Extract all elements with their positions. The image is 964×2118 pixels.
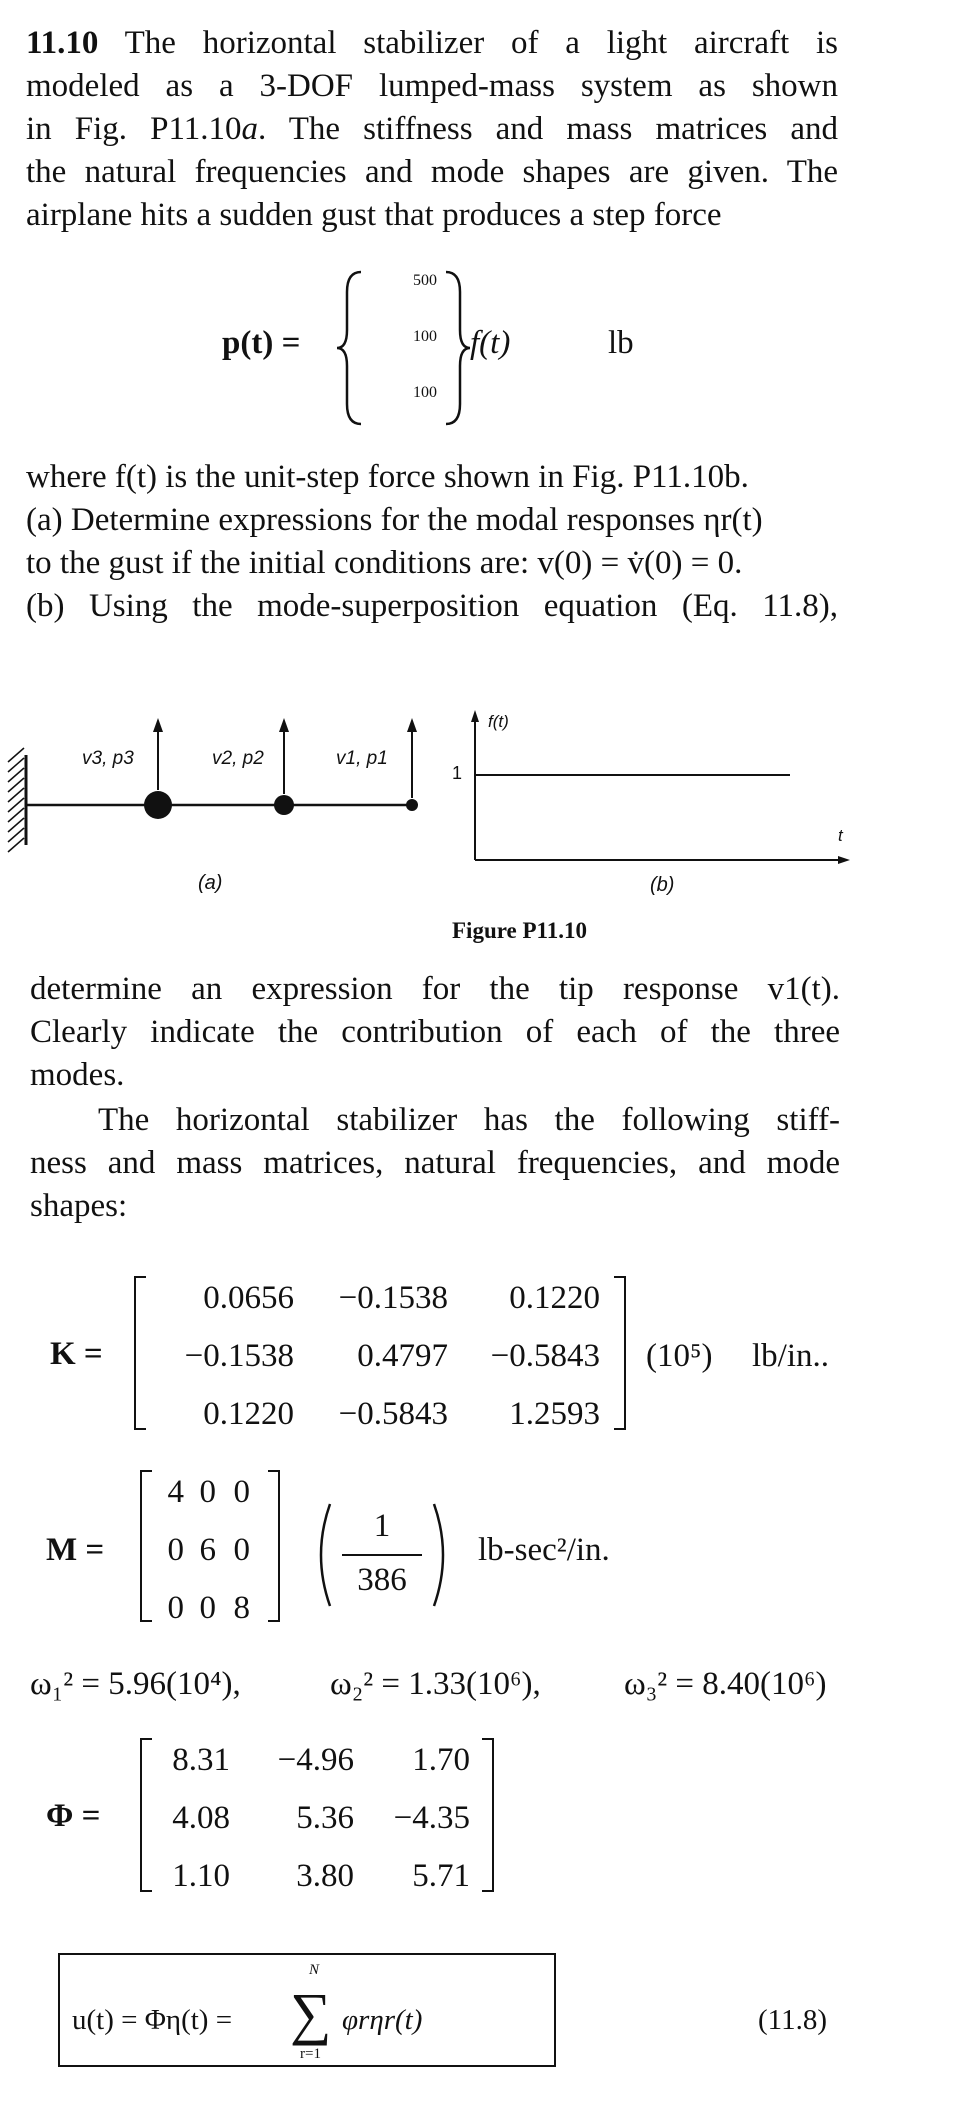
figure-caption: Figure P11.10 — [452, 918, 588, 943]
problem-line-1: 11.10 The horizontal stabilizer of a light aircraft is — [26, 25, 839, 61]
para3-line-2: Clearly indicate the contribution of each of the three — [30, 1014, 840, 1050]
phi-cell: 1.10 — [172, 1858, 230, 1894]
problem-statement — [26, 22, 838, 237]
sum-upper-limit: N — [309, 1962, 320, 1978]
force-value-1: 500 — [413, 272, 437, 289]
plot-y-tick: 1 — [452, 763, 463, 783]
para2-line-1: where f(t) is the unit-step force shown in Fig. P11.10b. — [26, 459, 749, 495]
problem-number: 11.10 — [26, 25, 99, 61]
k-cell: 0.4797 — [357, 1338, 448, 1374]
m-cell: 0 — [167, 1590, 184, 1626]
k-cell: −0.1538 — [338, 1280, 448, 1316]
phi-cell: 5.36 — [296, 1800, 354, 1836]
m-cell: 0 — [199, 1474, 216, 1510]
m-right-bracket — [268, 1470, 280, 1622]
para3-line-3: modes. — [30, 1057, 125, 1093]
wall-icon — [8, 748, 26, 852]
para2-line-4: (b) Using the mode-superposition equation (Eq. 11.8), — [26, 588, 838, 624]
m-unit: lb-sec²/in. — [478, 1532, 610, 1568]
x-axis-arrow-icon — [838, 856, 850, 864]
subfig-b-label: (b) — [650, 874, 675, 896]
paragraph-matrices-intro — [30, 1099, 840, 1228]
omega-3: ω₃² = 8.40(10⁶) — [624, 1666, 827, 1702]
k-factor: (10⁵) — [646, 1338, 713, 1374]
plot-x-label: t — [838, 826, 843, 845]
mass-2 — [274, 795, 294, 815]
k-cell: 1.2593 — [509, 1396, 600, 1432]
force-unit: lb — [608, 325, 634, 361]
para2-line-3: to the gust if the initial conditions are: v(0) = v̇(0) = 0. — [26, 545, 743, 581]
arrow-up-icon — [407, 718, 417, 798]
para3-line-1: determine an expression for the tip response v1(t). — [30, 971, 840, 1007]
m-cell: 0 — [199, 1590, 216, 1626]
para2-line-2: (a) Determine expressions for the modal responses ηr(t) — [26, 502, 763, 538]
m-cell: 8 — [233, 1590, 250, 1626]
phi-cell: −4.35 — [393, 1800, 470, 1836]
omega-2: ω₂² = 1.33(10⁶), — [330, 1666, 541, 1702]
problem-line-4: the natural frequencies and mode shapes are given. The — [26, 154, 838, 190]
mass-3 — [144, 791, 172, 819]
para4-line-1: The horizontal stabilizer has the following stiff- — [98, 1102, 840, 1138]
mass-1 — [406, 799, 418, 811]
force-value-2: 100 — [413, 328, 437, 345]
force-value-3: 100 — [413, 384, 437, 401]
phi-cell: 1.70 — [412, 1742, 470, 1778]
y-axis-arrow-icon — [471, 710, 479, 722]
m-left-bracket — [140, 1470, 152, 1622]
para4-line-3: shapes: — [30, 1188, 128, 1224]
k-cell: −0.1538 — [184, 1338, 294, 1374]
m-label: M = — [46, 1532, 105, 1568]
m-cell: 0 — [233, 1474, 250, 1510]
phi-cell: −4.96 — [277, 1742, 354, 1778]
sigma-icon: ∑ — [290, 1981, 332, 2046]
k-cell: 0.0656 — [203, 1280, 294, 1316]
left-brace-icon — [335, 268, 365, 428]
k-cell: 0.1220 — [203, 1396, 294, 1432]
phi-cell: 3.80 — [296, 1858, 354, 1894]
label-v1-p1: v1, p1 — [336, 748, 388, 769]
phi-right-bracket — [482, 1738, 494, 1892]
force-lhs: p(t) = — [222, 325, 301, 361]
plot-y-label: f(t) — [488, 712, 509, 731]
omega-1: ω₁² = 5.96(10⁴), — [30, 1666, 241, 1702]
k-unit: lb/in.. — [752, 1338, 830, 1374]
phi-label: Φ = — [46, 1798, 101, 1834]
right-brace-icon — [442, 268, 472, 428]
sum-lower-limit: r=1 — [300, 2046, 321, 2062]
m-cell: 6 — [199, 1532, 216, 1568]
k-cell: −0.5843 — [490, 1338, 600, 1374]
k-left-bracket — [134, 1276, 146, 1430]
paragraph-tip-response — [30, 968, 840, 1097]
k-cell: −0.5843 — [338, 1396, 448, 1432]
m-cell: 0 — [167, 1532, 184, 1568]
phi-cell: 8.31 — [172, 1742, 230, 1778]
eq-summand: φrηr(t) — [342, 2004, 423, 2036]
arrow-up-icon — [279, 718, 289, 794]
problem-line-2: modeled as a 3-DOF lumped-mass system as shown — [26, 68, 838, 104]
subfig-a-label: (a) — [198, 872, 223, 894]
m-factor-denominator: 386 — [357, 1562, 407, 1598]
phi-cell: 4.08 — [172, 1800, 230, 1836]
problem-line-5: airplane hits a sudden gust that produces a step force — [26, 197, 722, 233]
label-v2-p2: v2, p2 — [212, 748, 264, 769]
problem-line-3: in Fig. P11.10a. The stiffness and mass matrices and — [26, 111, 838, 147]
k-cell: 0.1220 — [509, 1280, 600, 1316]
paragraph-parts — [26, 456, 838, 628]
m-factor-numerator: 1 — [373, 1508, 391, 1544]
m-cell: 0 — [233, 1532, 250, 1568]
m-cell: 4 — [167, 1474, 184, 1510]
phi-cell: 5.71 — [412, 1858, 470, 1894]
figure-drawing — [0, 700, 860, 900]
k-label: K = — [50, 1336, 103, 1372]
label-v3-p3: v3, p3 — [82, 748, 134, 769]
arrow-up-icon — [153, 718, 163, 790]
k-right-bracket — [614, 1276, 626, 1430]
eq-number: (11.8) — [758, 2004, 827, 2036]
force-func: f(t) — [470, 325, 511, 361]
eq-lhs: u(t) = Φη(t) = — [72, 2004, 233, 2036]
para4-line-2: ness and mass matrices, natural frequencies, and mode — [30, 1145, 840, 1181]
